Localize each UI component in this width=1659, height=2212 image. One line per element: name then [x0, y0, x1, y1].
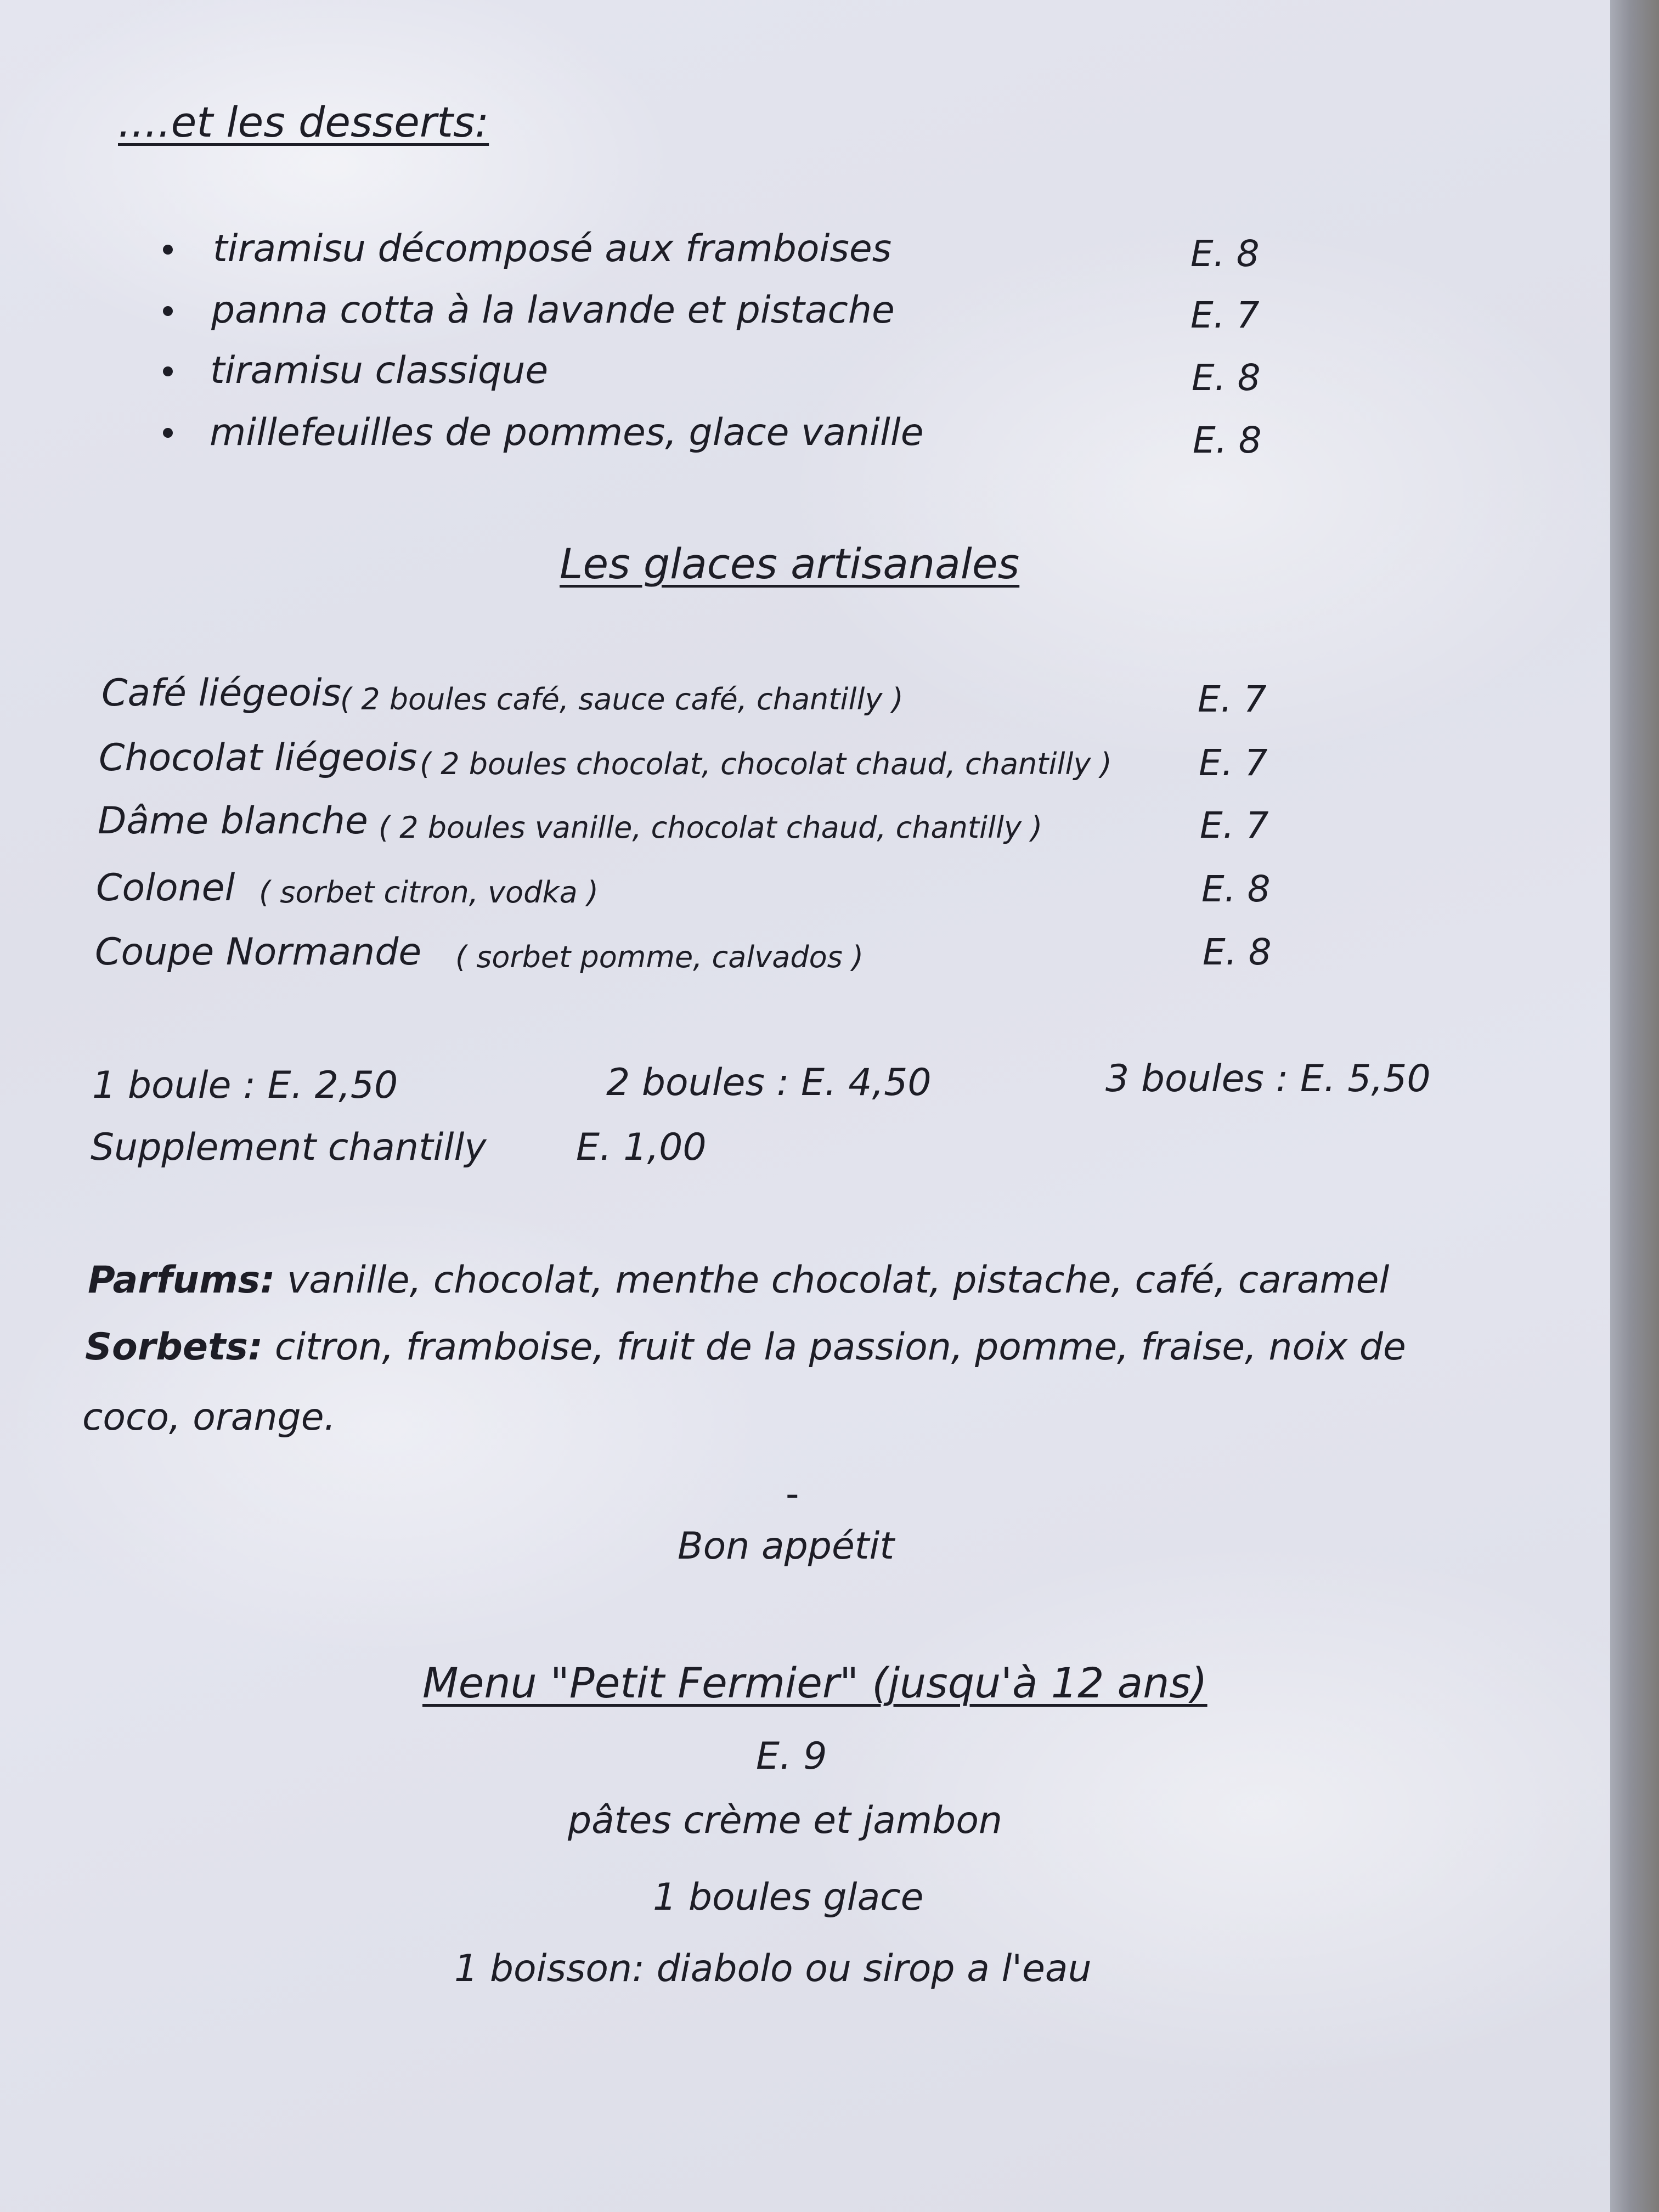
- desserts-heading: ....et les desserts:: [118, 98, 489, 146]
- scoop-price-1: 1 boule : E. 2,50: [92, 1064, 398, 1107]
- scoop-price-2: 2 boules : E. 4,50: [606, 1061, 932, 1104]
- scoop-price-3: 3 boules : E. 5,50: [1105, 1057, 1431, 1101]
- bullet-icon: [163, 245, 173, 255]
- glaces-heading: Les glaces artisanales: [560, 539, 1020, 588]
- supplement-price: E. 1,00: [576, 1126, 707, 1169]
- kids-menu-line: 1 boules glace: [653, 1876, 924, 1919]
- glace-item-price: E. 7: [1199, 742, 1268, 784]
- dessert-item-name: panna cotta à la lavande et pistache: [211, 289, 895, 332]
- glace-item-detail: ( sorbet pomme, calvados ): [455, 940, 864, 974]
- glace-item-name: Café liégeois: [101, 672, 342, 715]
- glace-item-price: E. 8: [1203, 931, 1272, 973]
- kids-menu-heading: Menu "Petit Fermier" (jusqu'à 12 ans): [422, 1658, 1207, 1707]
- dessert-item-name: tiramisu décomposé aux framboises: [213, 227, 892, 270]
- glace-item-detail: ( 2 boules chocolat, chocolat chaud, chantilly ): [420, 747, 1112, 781]
- closing-dash: -: [786, 1472, 799, 1516]
- bullet-icon: [163, 306, 173, 316]
- glace-item-detail: ( sorbet citron, vodka ): [259, 875, 599, 910]
- dessert-item-price: E. 8: [1192, 357, 1261, 399]
- parfums-line: [88, 1259, 1390, 1302]
- bullet-icon: [163, 366, 173, 376]
- glace-item-detail: ( 2 boules café, sauce café, chantilly ): [340, 682, 904, 716]
- glace-item-name: Dâme blanche: [98, 799, 368, 843]
- glace-item-name: Chocolat liégeois: [99, 736, 417, 780]
- supplement-label: Supplement chantilly: [91, 1126, 487, 1169]
- glace-item-price: E. 7: [1200, 804, 1269, 847]
- kids-menu-line: 1 boisson: diabolo ou sirop a l'eau: [454, 1947, 1092, 1990]
- page-edge-shadow: [1610, 0, 1659, 2212]
- sorbets-line: [85, 1325, 1406, 1369]
- parfums-text: vanille, chocolat, menthe chocolat, pistache, café, caramel: [287, 1259, 1390, 1302]
- closing-text: Bon appétit: [678, 1525, 895, 1568]
- glace-item-name: Colonel: [96, 866, 235, 910]
- dessert-item-price: E. 8: [1190, 233, 1260, 275]
- dessert-item-name: tiramisu classique: [210, 349, 549, 392]
- glace-item-name: Coupe Normande: [95, 930, 422, 974]
- glace-item-price: E. 8: [1201, 868, 1271, 910]
- kids-menu-price: E. 9: [756, 1735, 827, 1778]
- dessert-item-price: E. 7: [1190, 294, 1260, 336]
- sorbets-text: citron, framboise, fruit de la passion, pomme, fraise, noix de: [274, 1325, 1406, 1369]
- parfums-label: Parfums:: [88, 1259, 275, 1302]
- dessert-item-name: millefeuilles de pommes, glace vanille: [210, 411, 924, 454]
- glace-item-price: E. 7: [1198, 678, 1267, 720]
- bullet-icon: [163, 428, 173, 438]
- kids-menu-line: pâtes crème et jambon: [568, 1799, 1003, 1842]
- sorbets-line-2: coco, orange.: [82, 1396, 336, 1439]
- glace-item-detail: ( 2 boules vanille, chocolat chaud, chantilly ): [379, 810, 1043, 845]
- dessert-item-price: E. 8: [1193, 419, 1262, 461]
- sorbets-label: Sorbets:: [85, 1325, 263, 1369]
